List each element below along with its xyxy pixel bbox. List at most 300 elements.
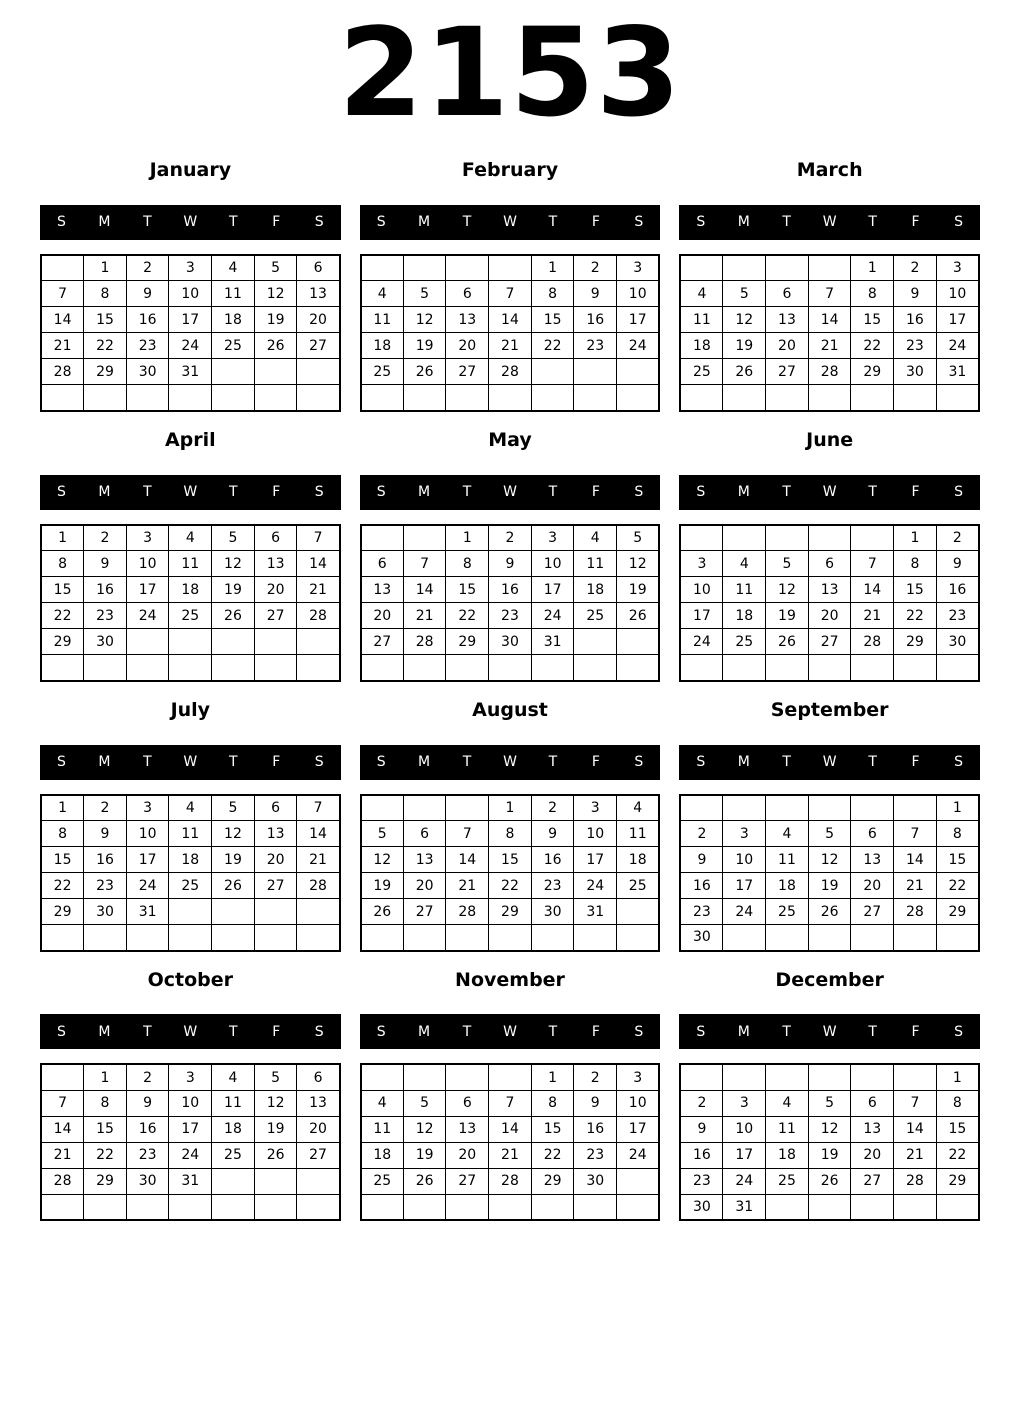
day-cell: 7: [851, 551, 894, 577]
weekday-header: F: [591, 214, 600, 231]
empty-day-cell: [212, 629, 255, 655]
week-row: [680, 333, 979, 359]
empty-day-cell: [617, 1168, 660, 1194]
empty-day-cell: [361, 925, 404, 951]
day-cell: 29: [41, 899, 84, 925]
day-cell: 2: [680, 1090, 723, 1116]
weekday-header: W: [503, 1023, 517, 1040]
day-cell: 23: [489, 603, 532, 629]
day-cell: 12: [403, 1116, 446, 1142]
day-cell: 21: [41, 333, 84, 359]
day-cell: 17: [723, 873, 766, 899]
week-row: [361, 1116, 660, 1142]
day-cell: 15: [936, 847, 979, 873]
empty-day-cell: [851, 525, 894, 551]
day-cell: 1: [531, 1064, 574, 1090]
day-cell: 25: [212, 333, 255, 359]
day-cell: 15: [489, 847, 532, 873]
empty-day-cell: [254, 925, 297, 951]
day-cell: 18: [169, 577, 212, 603]
day-cell: 24: [617, 1142, 660, 1168]
day-cell: 23: [574, 1142, 617, 1168]
day-cell: 31: [936, 359, 979, 385]
day-cell: 8: [489, 821, 532, 847]
weekday-header: S: [57, 484, 66, 501]
day-cell: 10: [169, 1090, 212, 1116]
month-title: October: [147, 968, 234, 991]
day-cell: 5: [723, 281, 766, 307]
day-cell: 17: [169, 1116, 212, 1142]
weekday-header: T: [548, 754, 558, 771]
day-cell: 27: [808, 629, 851, 655]
month-calendar: [40, 970, 341, 1222]
month-date-grid: [679, 254, 980, 412]
weekday-header: S: [314, 214, 324, 231]
day-cell: 3: [126, 795, 169, 821]
day-cell: 6: [254, 795, 297, 821]
month-date-grid-body: [41, 795, 340, 951]
month-date-grid: [40, 254, 341, 412]
empty-day-cell: [936, 655, 979, 681]
day-cell: 1: [489, 795, 532, 821]
day-cell: 14: [894, 847, 937, 873]
weekday-header-row: [679, 745, 980, 780]
day-cell: 16: [574, 1116, 617, 1142]
weekday-header: S: [376, 214, 386, 231]
month-title: January: [149, 159, 232, 181]
day-cell: 28: [489, 1168, 532, 1194]
empty-day-cell: [680, 385, 723, 411]
month-calendar: [360, 430, 661, 682]
day-cell: 18: [766, 1142, 809, 1168]
weekday-header: T: [462, 214, 472, 231]
empty-day-cell: [126, 1194, 169, 1220]
day-cell: 5: [212, 795, 255, 821]
empty-day-cell: [617, 629, 660, 655]
day-cell: 21: [489, 333, 532, 359]
day-cell: 22: [531, 1142, 574, 1168]
empty-day-cell: [489, 1194, 532, 1220]
day-cell: 16: [489, 577, 532, 603]
day-cell: 3: [680, 551, 723, 577]
day-cell: 28: [297, 873, 340, 899]
empty-day-cell: [894, 1064, 937, 1090]
weekday-header: M: [418, 484, 431, 501]
day-cell: 5: [212, 525, 255, 551]
weekday-header: S: [57, 1023, 66, 1040]
month-calendar: [679, 700, 980, 952]
day-cell: 30: [574, 1168, 617, 1194]
empty-day-cell: [489, 655, 532, 681]
day-cell: 8: [84, 1090, 127, 1116]
day-cell: 30: [894, 359, 937, 385]
day-cell: 12: [723, 307, 766, 333]
week-row: [361, 925, 660, 951]
day-cell: 19: [254, 307, 297, 333]
empty-day-cell: [489, 255, 532, 281]
day-cell: 25: [574, 603, 617, 629]
week-row: [680, 385, 979, 411]
day-cell: 5: [766, 551, 809, 577]
empty-day-cell: [254, 359, 297, 385]
empty-day-cell: [617, 1194, 660, 1220]
empty-day-cell: [169, 925, 212, 951]
day-cell: 26: [723, 359, 766, 385]
month-calendar: [40, 700, 341, 952]
week-row: [680, 1194, 979, 1220]
week-row: [361, 655, 660, 681]
month-title: March: [796, 159, 863, 181]
weekday-header-row: [679, 1014, 980, 1049]
empty-day-cell: [766, 1064, 809, 1090]
day-cell: 11: [361, 1116, 404, 1142]
day-cell: 27: [361, 629, 404, 655]
weekday-header: M: [98, 214, 111, 231]
day-cell: 21: [808, 333, 851, 359]
week-row: [361, 1142, 660, 1168]
day-cell: 4: [169, 525, 212, 551]
day-cell: 28: [297, 603, 340, 629]
day-cell: 24: [126, 603, 169, 629]
weekday-header: W: [183, 484, 198, 501]
empty-day-cell: [297, 1168, 340, 1194]
month-calendar: [360, 970, 661, 1222]
day-cell: 23: [574, 333, 617, 359]
day-cell: 8: [851, 281, 894, 307]
week-row: [41, 629, 340, 655]
day-cell: 2: [936, 525, 979, 551]
day-cell: 7: [489, 1090, 532, 1116]
month-title: December: [775, 968, 884, 991]
day-cell: 4: [212, 255, 255, 281]
week-row: [361, 1064, 660, 1090]
week-row: [361, 821, 660, 847]
empty-day-cell: [617, 359, 660, 385]
day-cell: 31: [169, 359, 212, 385]
weekday-header: S: [696, 484, 706, 501]
weekday-header: W: [503, 754, 517, 771]
day-cell: 6: [446, 281, 489, 307]
day-cell: 21: [851, 603, 894, 629]
empty-day-cell: [361, 385, 404, 411]
week-row: [680, 629, 979, 655]
week-row: [41, 821, 340, 847]
week-row: [680, 873, 979, 899]
day-cell: 1: [41, 795, 84, 821]
day-cell: 12: [212, 551, 255, 577]
weekday-header: S: [696, 1023, 706, 1040]
empty-day-cell: [297, 899, 340, 925]
day-cell: 25: [212, 1142, 255, 1168]
day-cell: 3: [617, 255, 660, 281]
empty-day-cell: [808, 925, 851, 951]
day-cell: 30: [531, 899, 574, 925]
weekday-header-row: [40, 745, 341, 780]
day-cell: 12: [254, 281, 297, 307]
empty-day-cell: [446, 655, 489, 681]
day-cell: 14: [403, 577, 446, 603]
empty-day-cell: [254, 655, 297, 681]
day-cell: 14: [41, 307, 84, 333]
week-row: [41, 795, 340, 821]
day-cell: 1: [936, 795, 979, 821]
week-row: [41, 899, 340, 925]
week-row: [41, 385, 340, 411]
week-row: [361, 255, 660, 281]
weekday-header: M: [737, 214, 750, 231]
week-row: [680, 847, 979, 873]
day-cell: 9: [126, 1090, 169, 1116]
empty-day-cell: [212, 655, 255, 681]
empty-day-cell: [403, 795, 446, 821]
week-row: [361, 307, 660, 333]
day-cell: 20: [403, 873, 446, 899]
day-cell: 11: [680, 307, 723, 333]
week-row: [41, 333, 340, 359]
day-cell: 21: [403, 603, 446, 629]
day-cell: 16: [936, 577, 979, 603]
weekday-header: F: [591, 484, 600, 501]
week-row: [41, 359, 340, 385]
empty-day-cell: [169, 385, 212, 411]
week-row: [680, 1064, 979, 1090]
weekday-header-row: [40, 205, 341, 240]
day-cell: 23: [84, 603, 127, 629]
day-cell: 27: [297, 1142, 340, 1168]
empty-day-cell: [851, 795, 894, 821]
weekday-header: W: [822, 1023, 837, 1040]
year-title: 2153: [338, 2, 682, 144]
day-cell: 4: [574, 525, 617, 551]
empty-day-cell: [894, 385, 937, 411]
week-row: [680, 1168, 979, 1194]
day-cell: 5: [617, 525, 660, 551]
empty-day-cell: [894, 1194, 937, 1220]
day-cell: 13: [808, 577, 851, 603]
empty-day-cell: [574, 925, 617, 951]
day-cell: 24: [723, 1168, 766, 1194]
day-cell: 5: [808, 821, 851, 847]
day-cell: 6: [297, 1064, 340, 1090]
day-cell: 24: [574, 873, 617, 899]
week-row: [361, 795, 660, 821]
day-cell: 30: [680, 925, 723, 951]
empty-day-cell: [851, 1064, 894, 1090]
day-cell: 7: [297, 525, 340, 551]
day-cell: 26: [403, 1168, 446, 1194]
month-title: November: [455, 968, 565, 991]
weekday-header: S: [57, 754, 66, 771]
day-cell: 19: [766, 603, 809, 629]
week-row: [41, 525, 340, 551]
empty-day-cell: [297, 1194, 340, 1220]
month-title: April: [164, 428, 216, 451]
day-cell: 15: [531, 307, 574, 333]
weekday-header: T: [868, 1023, 877, 1040]
empty-day-cell: [212, 359, 255, 385]
empty-day-cell: [41, 255, 84, 281]
day-cell: 2: [894, 255, 937, 281]
day-cell: 15: [936, 1116, 979, 1142]
month-date-grid: [360, 1063, 661, 1221]
day-cell: 6: [254, 525, 297, 551]
day-cell: 2: [84, 795, 127, 821]
day-cell: 13: [446, 307, 489, 333]
day-cell: 11: [574, 551, 617, 577]
day-cell: 4: [766, 1090, 809, 1116]
empty-day-cell: [680, 795, 723, 821]
day-cell: 8: [936, 1090, 979, 1116]
day-cell: 24: [617, 333, 660, 359]
empty-day-cell: [574, 655, 617, 681]
weekday-header: F: [911, 214, 920, 231]
empty-day-cell: [574, 629, 617, 655]
empty-day-cell: [169, 899, 212, 925]
day-cell: 20: [851, 1142, 894, 1168]
day-cell: 24: [169, 1142, 212, 1168]
day-cell: 29: [936, 1168, 979, 1194]
day-cell: 4: [680, 281, 723, 307]
empty-day-cell: [446, 255, 489, 281]
day-cell: 23: [126, 1142, 169, 1168]
day-cell: 23: [84, 873, 127, 899]
empty-day-cell: [41, 1194, 84, 1220]
weekday-header: W: [503, 214, 517, 231]
weekday-header: M: [418, 1023, 431, 1040]
day-cell: 25: [766, 1168, 809, 1194]
empty-day-cell: [894, 925, 937, 951]
weekday-header: S: [376, 754, 386, 771]
day-cell: 1: [531, 255, 574, 281]
day-cell: 22: [851, 333, 894, 359]
weekday-header: W: [183, 214, 198, 231]
day-cell: 2: [126, 255, 169, 281]
empty-day-cell: [403, 1064, 446, 1090]
week-row: [680, 307, 979, 333]
day-cell: 17: [680, 603, 723, 629]
day-cell: 30: [680, 1194, 723, 1220]
empty-day-cell: [446, 795, 489, 821]
day-cell: 8: [936, 821, 979, 847]
months-grid: [0, 160, 1020, 1221]
day-cell: 19: [723, 333, 766, 359]
month-title: June: [806, 428, 854, 451]
day-cell: 9: [574, 1090, 617, 1116]
day-cell: 20: [446, 1142, 489, 1168]
month-date-grid-body: [680, 525, 979, 681]
day-cell: 20: [446, 333, 489, 359]
day-cell: 22: [489, 873, 532, 899]
day-cell: 10: [936, 281, 979, 307]
day-cell: 12: [212, 821, 255, 847]
week-row: [41, 281, 340, 307]
empty-day-cell: [212, 925, 255, 951]
month-date-grid: [679, 1063, 980, 1221]
weekday-header: S: [634, 754, 644, 771]
weekday-header: T: [228, 1023, 238, 1040]
day-cell: 23: [936, 603, 979, 629]
empty-day-cell: [84, 655, 127, 681]
day-cell: 8: [531, 1090, 574, 1116]
weekday-header: T: [228, 484, 238, 501]
day-cell: 23: [531, 873, 574, 899]
day-cell: 2: [84, 525, 127, 551]
day-cell: 20: [297, 307, 340, 333]
day-cell: 18: [766, 873, 809, 899]
month-date-grid-body: [361, 255, 660, 411]
week-row: [680, 821, 979, 847]
empty-day-cell: [617, 925, 660, 951]
day-cell: 10: [169, 281, 212, 307]
empty-day-cell: [723, 925, 766, 951]
month-date-grid-body: [41, 525, 340, 681]
empty-day-cell: [212, 385, 255, 411]
week-row: [680, 1142, 979, 1168]
weekday-header: S: [57, 214, 66, 231]
empty-day-cell: [126, 385, 169, 411]
day-cell: 22: [936, 1142, 979, 1168]
day-cell: 31: [169, 1168, 212, 1194]
month-date-grid-body: [361, 525, 660, 681]
empty-day-cell: [723, 385, 766, 411]
weekday-header: M: [418, 214, 431, 231]
day-cell: 11: [723, 577, 766, 603]
weekday-header: F: [272, 754, 281, 771]
weekday-header: S: [376, 1023, 386, 1040]
day-cell: 30: [936, 629, 979, 655]
day-cell: 24: [126, 873, 169, 899]
empty-day-cell: [254, 1168, 297, 1194]
day-cell: 7: [41, 281, 84, 307]
empty-day-cell: [297, 925, 340, 951]
weekday-header: T: [143, 214, 152, 231]
day-cell: 9: [531, 821, 574, 847]
empty-day-cell: [446, 1194, 489, 1220]
weekday-header-row: [360, 745, 661, 780]
day-cell: 9: [680, 1116, 723, 1142]
day-cell: 25: [361, 359, 404, 385]
day-cell: 13: [361, 577, 404, 603]
empty-day-cell: [680, 655, 723, 681]
weekday-header: S: [696, 754, 706, 771]
day-cell: 17: [531, 577, 574, 603]
day-cell: 28: [894, 1168, 937, 1194]
weekday-header: W: [183, 1023, 198, 1040]
day-cell: 18: [361, 1142, 404, 1168]
day-cell: 17: [126, 577, 169, 603]
day-cell: 3: [169, 1064, 212, 1090]
day-cell: 19: [808, 873, 851, 899]
day-cell: 16: [126, 1116, 169, 1142]
day-cell: 2: [531, 795, 574, 821]
empty-day-cell: [531, 385, 574, 411]
day-cell: 11: [617, 821, 660, 847]
day-cell: 21: [894, 1142, 937, 1168]
week-row: [680, 577, 979, 603]
day-cell: 16: [680, 873, 723, 899]
empty-day-cell: [531, 655, 574, 681]
day-cell: 10: [126, 821, 169, 847]
day-cell: 28: [41, 1168, 84, 1194]
day-cell: 13: [446, 1116, 489, 1142]
day-cell: 5: [403, 281, 446, 307]
day-cell: 12: [808, 847, 851, 873]
day-cell: 4: [766, 821, 809, 847]
month-date-grid-body: [361, 795, 660, 951]
empty-day-cell: [41, 385, 84, 411]
week-row: [680, 525, 979, 551]
day-cell: 30: [84, 899, 127, 925]
